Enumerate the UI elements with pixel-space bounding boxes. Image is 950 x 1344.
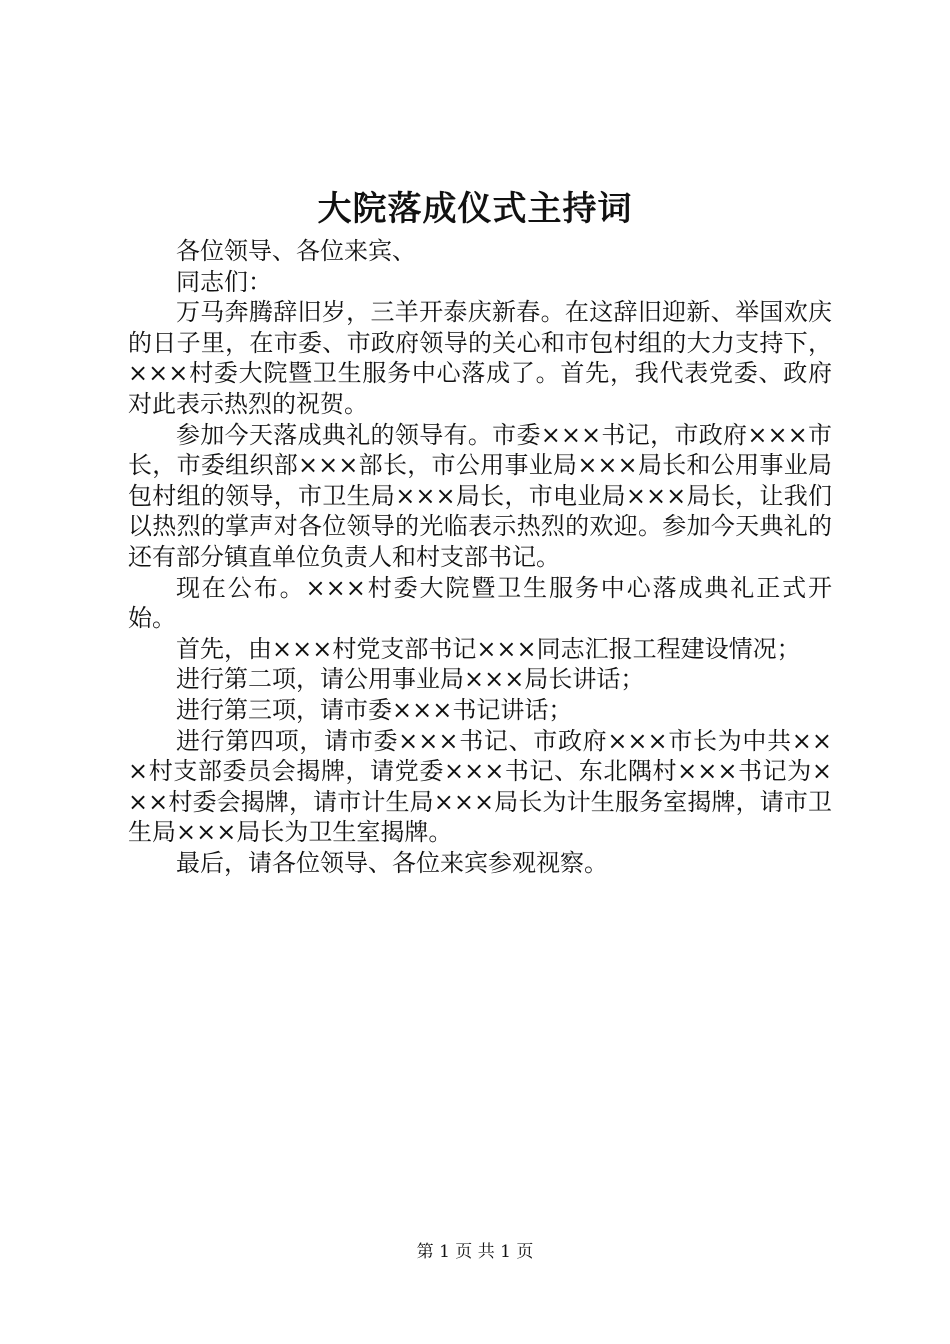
document-body bbox=[128, 236, 832, 878]
paragraph-salutation-2: 同志们： bbox=[176, 267, 272, 296]
paragraph-opening: 万马奔腾辞旧岁，三羊开泰庆新春。在这辞旧迎新、举国欢庆的日子里，在市委、市政府领导的关心和市包村组的大力支持下，×××村委大院暨卫生服务中心落成了。首先，我代表党委、政府对此表示热烈的祝贺。 bbox=[128, 298, 832, 418]
paragraph-item-4: 进行第四项，请市委×××书记、市政府×××市长为中共×××村支部委员会揭牌，请党委×××书记、东北隅村×××书记为×××村委会揭牌，请市计生局×××局长为计生服务室揭牌，请市卫生局×××局长为卫生室揭牌。 bbox=[128, 726, 832, 847]
paragraph-item-1: 首先，由×××村党支部书记×××同志汇报工程建设情况； bbox=[176, 634, 801, 663]
paragraph-attending-leaders: 参加今天落成典礼的领导有。市委×××书记，市政府×××市长，市委组织部×××部长，市公用事业局×××局长和公用事业局包村组的领导，市卫生局×××局长，市电业局×××局长，让我们以热烈的掌声对各位领导的光临表示热烈的欢迎。参加今天典礼的还有部分镇直单位负责人和村支部书记。 bbox=[128, 420, 832, 571]
paragraph-item-2: 进行第二项，请公用事业局×××局长讲话； bbox=[176, 665, 645, 694]
document-title: 大院落成仪式主持词 bbox=[317, 189, 633, 229]
paragraph-ceremony-start: 现在公布。×××村委大院暨卫生服务中心落成典礼正式开始。 bbox=[128, 573, 832, 633]
paragraph-closing: 最后，请各位领导、各位来宾参观视察。 bbox=[176, 848, 608, 877]
paragraph-item-3: 进行第三项，请市委×××书记讲话； bbox=[176, 695, 573, 724]
paragraph-salutation-1: 各位领导、各位来宾、 bbox=[176, 237, 416, 265]
page-footer: 第 1 页 共 1 页 bbox=[416, 1242, 534, 1262]
